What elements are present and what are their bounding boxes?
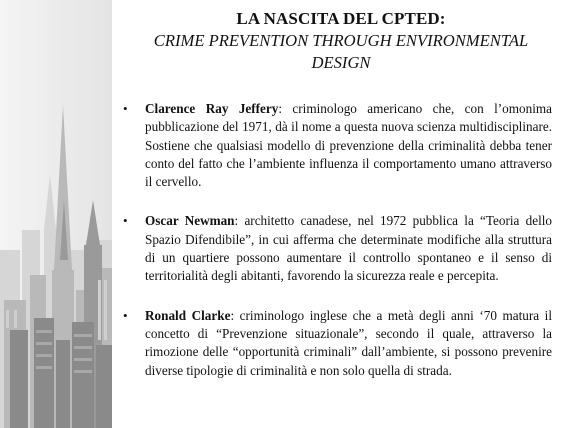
title-block	[118, 8, 564, 74]
bullet-person-name: Oscar Newman	[145, 213, 235, 229]
bullet-item-newman	[118, 212, 552, 285]
bullet-dot-icon: •	[123, 101, 128, 116]
bullet-dot-icon: •	[123, 307, 128, 323]
bullet-item-clarke	[118, 307, 552, 380]
bullet-dot-icon: •	[123, 213, 128, 229]
bullet-description: : criminologo inglese che a metà degli anni ‘70 matura il concetto di “Prevenzione situazionale”, secondo il quale, attraverso la rimozione delle “opportunità criminali” dall’ambiente, si possono prevenire diverse tipologie di criminalità e non solo quella di strada.	[145, 307, 552, 378]
page-subtitle-line-2: DESIGN	[311, 53, 371, 72]
bullet-description: : criminologo americano che, con l’omonima pubblicazione del 1971, dà il nome a questa nuova scienza multidisciplinare. Sostiene che qualsiasi modello di prevenzione della criminalità debba tener conto del fatto che l’ambiente influenza il comportamento umano attraverso il cervello.	[145, 101, 552, 190]
page-title: LA NASCITA DEL CPTED:	[236, 9, 446, 28]
page-subtitle-line-1: CRIME PREVENTION THROUGH ENVIRONMENTAL	[153, 31, 529, 50]
sidebar-skyline	[0, 0, 112, 428]
city-skyline-illustration	[0, 0, 112, 428]
bullet-person-name: Ronald Clarke	[145, 307, 231, 323]
bullet-item-jeffery	[118, 100, 552, 191]
bullet-description: : architetto canadese, nel 1972 pubblica la “Teoria dello Spazio Difendibile”, in cui afferma che determinate modifiche alla struttura di un quartiere possono aumentare il controllo spontaneo e il senso di territorialità degli abitanti, favorendo la sicurezza reale e percepita.	[145, 213, 553, 284]
bullet-person-name: Clarence Ray Jeffery	[145, 101, 279, 116]
bullet-list	[118, 100, 552, 401]
